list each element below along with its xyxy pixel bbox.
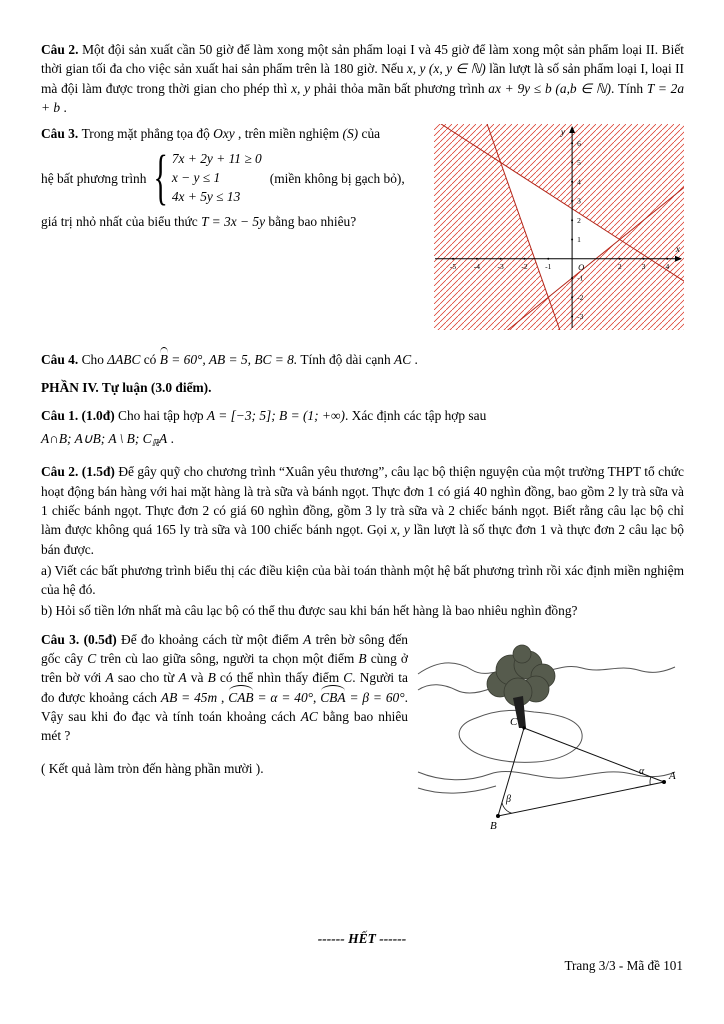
cau3-system — [41, 143, 430, 212]
cau3-question: giá trị nhỏ nhất của biểu thức T = 3x − 5y bằng bao nhiêu? — [41, 213, 357, 229]
origin-label: O — [578, 261, 585, 272]
page-number: Trang 3/3 - Mã đề 101 — [564, 958, 683, 973]
tick-label: 3 — [641, 261, 646, 271]
far-bank-line-2 — [418, 684, 492, 692]
tick-label: -4 — [473, 261, 480, 271]
tick-label: -2 — [577, 292, 584, 302]
tl-cau3-text — [41, 630, 412, 778]
label-a: A — [669, 769, 676, 782]
tick-label: 1 — [577, 235, 581, 245]
cau3-graph-svg — [434, 124, 684, 330]
riverbank-figure — [412, 632, 680, 832]
tick-label: 4 — [577, 177, 581, 187]
curly-brace: { — [153, 143, 168, 212]
end-marker: ------ HẾT ------ — [317, 931, 407, 946]
label-beta: β — [506, 793, 511, 805]
tree-canopy-blob — [513, 645, 531, 663]
tl-cau3-block — [41, 630, 684, 836]
inequality-1: 7x + 2y + 11 ≥ 0 — [171, 151, 262, 167]
y-axis-label: y — [560, 128, 566, 139]
inequality-2: x − y ≤ 1 — [171, 170, 221, 186]
tick-label: -2 — [521, 261, 528, 271]
point-c — [522, 726, 525, 729]
system-note: (miền không bị gạch bỏ), — [269, 170, 405, 186]
tl-cau3-note: ( Kết quả làm tròn đến hàng phần mười ). — [41, 760, 264, 776]
cau3-intro: Câu 3. Trong mặt phẳng tọa độ Oxy , trên miền nghiệm (S) của — [41, 126, 381, 142]
tick-label: -5 — [449, 261, 457, 271]
near-bank-line-2 — [418, 786, 496, 793]
x-axis-label: x — [675, 244, 680, 255]
tl-cau3-figure — [412, 630, 684, 836]
tl-cau1-sets: A∩B; A∪B; A \ B; $C_ℝA$ . — [41, 431, 174, 449]
phan4-title: PHẦN IV. Tự luận (3.0 điểm). — [41, 380, 212, 396]
label-b: B — [490, 819, 497, 832]
point-b — [496, 814, 500, 818]
tl-cau2-part-a: a) Viết các bất phương trình biểu thị các điều kiện của bài toán thành một hệ bất phương trình rồi xác định miền nghiệm của hệ đó. — [41, 562, 684, 598]
tick-label: 2 — [577, 215, 581, 225]
cau3-text — [41, 124, 434, 238]
tick-label: 2 — [617, 261, 622, 271]
cau4-problem: Câu 4. Cho ΔABC có B = 60°, AB = 5, BC = 8. Tính độ dài cạnh AC . — [41, 350, 684, 369]
tick-label: -3 — [497, 261, 504, 271]
point-a — [662, 780, 666, 784]
cau3-block — [41, 124, 684, 334]
label-c: C — [510, 715, 518, 728]
angle-alpha-arc — [650, 777, 651, 785]
tl-cau2-problem: Câu 2. (1.5đ) Để gây quỹ cho chương trình “Xuân yêu thương”, câu lạc bộ thiện nguyện của một trường THPT tổ chức hoạt động bán hàng với hai mặt hàng là trà sữa và bánh ngọt. Thực đơn 1 có giá 40 nghìn đồng, bao gồm 2 ly trà sữa và 1 chiếc bánh ngọt. Thực đơn 2 có giá 60 nghìn đồng, gồm 3 ly trà sữa và 2 chiếc bánh ngọt. Biết rằng câu lạc bộ chỉ làm được không quá 165 ly trà sữa và 100 chiếc bánh ngọt. Gọi x, y lần lượt là số thực đơn 1 và thực đơn 2 câu lạc bộ bán được. — [41, 464, 684, 557]
tl-cau1-problem: Câu 1. (1.0đ) Cho hai tập hợp A = [−3; 5]; B = (1; +∞). Xác định các tập hợp sau — [41, 407, 487, 423]
label-alpha: α — [639, 765, 645, 777]
solution-region-graph — [434, 124, 684, 334]
inequality-3: 4x + 5y ≤ 13 — [171, 189, 241, 205]
tl-cau3-problem: Câu 3. (0.5đ) Để đo khoảng cách từ một điểm A trên bờ sông đến gốc cây C trên cù lao giữa sông, người ta chọn một điểm B cùng ở trên bờ với A sao cho từ A và B có thể nhìn thấy điểm C. Người ta đo được khoảng cách AB = 45m , CAB = α = 40°, CBA = β = 60°. Vậy sau khi đo đạc và tính toán khoảng cách AC bằng bao nhiêu mét ? — [41, 631, 408, 744]
near-bank-line — [418, 771, 675, 779]
cau2-problem: Câu 2. Một đội sản xuất cần 50 giờ để làm xong một sản phẩm loại I và 45 giờ để làm xong một sản phẩm loại II. Biết thời gian tối đa cho việc sản xuất hai sản phẩm trên là 180 giờ. Nếu x, y (x, y ∈ ℕ) lần lượt là số sản phẩm loại I, loại II mà đội làm được trong thời gian cho phép thì x, y phải thỏa mãn bất phương trình ax + 9y ≤ b (a,b ∈ ℕ). Tính T = 2a + b . — [41, 42, 685, 115]
tick-label: -1 — [545, 261, 552, 271]
tick-label: 5 — [577, 158, 581, 168]
segment-ba — [498, 782, 664, 816]
tick-label: -3 — [577, 312, 584, 322]
tick-label: 4 — [665, 261, 670, 271]
tick-label: 6 — [577, 138, 581, 148]
tick-label: -1 — [577, 273, 584, 283]
inequality-system — [172, 150, 262, 206]
tick-label: 3 — [577, 196, 581, 206]
system-label: hệ bất phương trình — [41, 170, 147, 186]
tl-cau2-part-b: b) Hỏi số tiền lớn nhất mà câu lạc bộ có thể thu được sau khi bán hết hàng là bao nhiêu nghìn đồng? — [41, 603, 578, 619]
